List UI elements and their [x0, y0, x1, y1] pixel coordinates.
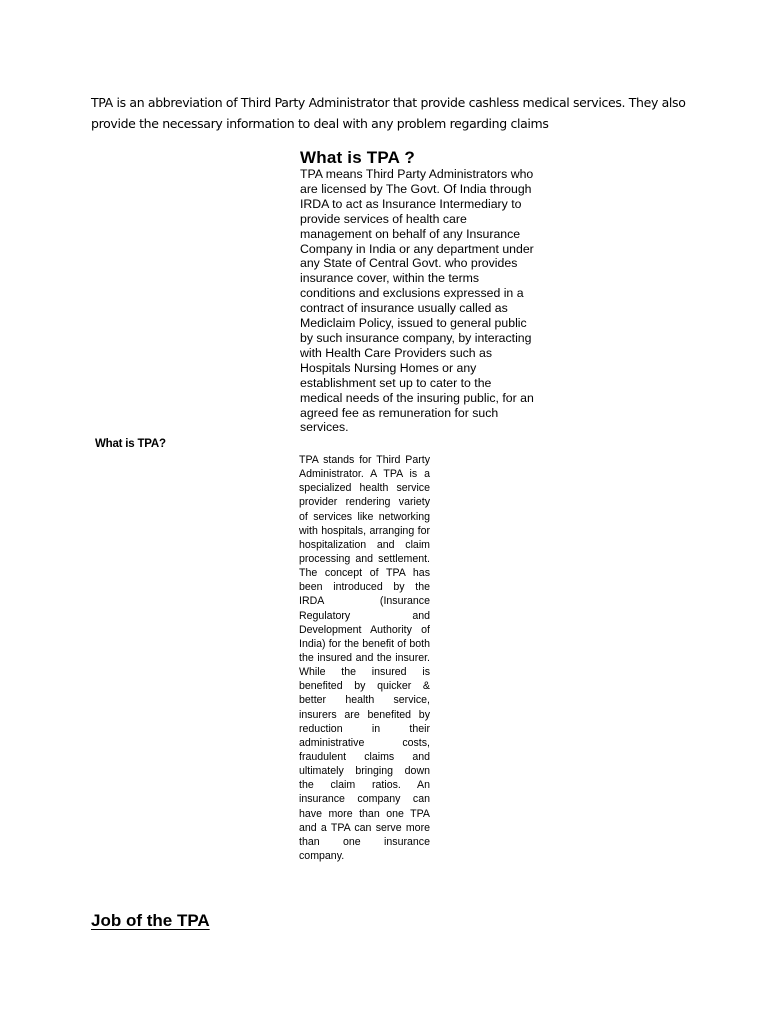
section-heading-what-is-tpa: What is TPA ? — [300, 148, 415, 167]
section-body-what-is-tpa: TPA means Third Party Administrators who are licensed by The Govt. Of India through IRDA to act as Insurance Intermediary to provide services of health care management on behalf of any Insurance Company in India or any department under any State of Central Govt. who provides insurance cover, within the terms conditions and exclusions expressed in a contract of insurance usually called as Mediclaim Policy, issued to general public by such insurance company, by interacting with Health Care Providers such as Hospitals Nursing Homes or any establishment set up to cater to the medical needs of the insuring public, for an agreed fee as remuneration for such services. — [300, 167, 534, 435]
section-heading-job-of-tpa: Job of the TPA — [91, 911, 210, 930]
section-body-what-is-tpa-2: TPA stands for Third Party Administrator. A TPA is a specialized health service provider rendering variety of services like networking with hospitals, arranging for hospitalization and claim processing and settlement. The concept of TPA has been introduced by the IRDA (Insurance Regulatory and Development Authority of India) for the benefit of both the insured and the insurer. While the insured is benefited by quicker & better health service, insurers are benefited by reduction in their administrative costs, fraudulent claims and ultimately bringing down the claim ratios. An insurance company can have more than one TPA and a TPA can serve more than one insurance company. — [299, 454, 430, 862]
intro-paragraph: TPA is an abbreviation of Third Party Administrator that provide cashless medical services. They also provide the necessary information to deal with any problem regarding claims — [91, 95, 686, 131]
section-heading-what-is-tpa-2: What is TPA? — [95, 438, 166, 450]
